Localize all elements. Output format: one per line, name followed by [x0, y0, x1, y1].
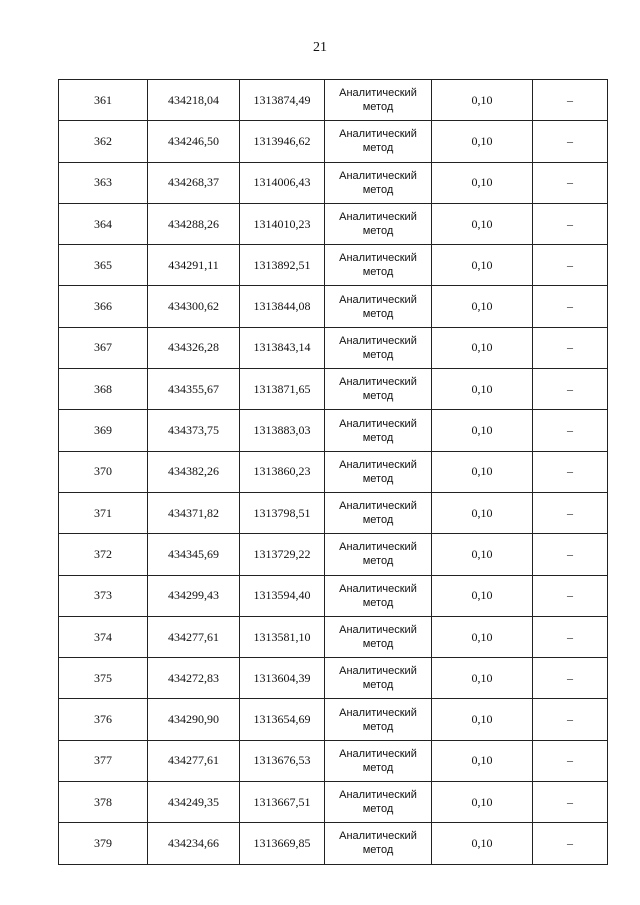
x-coordinate-cell: 434345,69 — [148, 534, 240, 575]
method-cell: Аналитический метод — [325, 616, 432, 657]
method-cell: Аналитический метод — [325, 327, 432, 368]
table-row — [59, 575, 608, 616]
y-coordinate-cell: 1313860,23 — [240, 451, 325, 492]
y-coordinate-cell: 1313594,40 — [240, 575, 325, 616]
x-coordinate-cell: 434355,67 — [148, 369, 240, 410]
method-cell: Аналитический метод — [325, 286, 432, 327]
y-coordinate-cell: 1313667,51 — [240, 782, 325, 823]
note-cell: – — [533, 369, 608, 410]
note-cell: – — [533, 203, 608, 244]
precision-cell: 0,10 — [432, 534, 533, 575]
precision-cell: 0,10 — [432, 616, 533, 657]
table-row — [59, 410, 608, 451]
x-coordinate-cell: 434373,75 — [148, 410, 240, 451]
x-coordinate-cell: 434277,61 — [148, 740, 240, 781]
method-cell: Аналитический метод — [325, 575, 432, 616]
point-number-cell: 365 — [59, 245, 148, 286]
note-cell: – — [533, 245, 608, 286]
x-coordinate-cell: 434371,82 — [148, 492, 240, 533]
method-cell: Аналитический метод — [325, 162, 432, 203]
y-coordinate-cell: 1313676,53 — [240, 740, 325, 781]
method-cell: Аналитический метод — [325, 740, 432, 781]
table-body — [59, 80, 608, 865]
y-coordinate-cell: 1313669,85 — [240, 823, 325, 864]
point-number-cell: 368 — [59, 369, 148, 410]
table-row — [59, 616, 608, 657]
y-coordinate-cell: 1314010,23 — [240, 203, 325, 244]
method-cell: Аналитический метод — [325, 534, 432, 575]
point-number-cell: 363 — [59, 162, 148, 203]
point-number-cell: 367 — [59, 327, 148, 368]
note-cell: – — [533, 121, 608, 162]
method-cell: Аналитический метод — [325, 823, 432, 864]
page-number: 21 — [313, 40, 327, 55]
x-coordinate-cell: 434290,90 — [148, 699, 240, 740]
table-row — [59, 740, 608, 781]
note-cell: – — [533, 740, 608, 781]
table-row — [59, 369, 608, 410]
note-cell: – — [533, 782, 608, 823]
y-coordinate-cell: 1313946,62 — [240, 121, 325, 162]
table-row — [59, 823, 608, 864]
table-row — [59, 534, 608, 575]
point-number-cell: 372 — [59, 534, 148, 575]
point-number-cell: 377 — [59, 740, 148, 781]
y-coordinate-cell: 1313798,51 — [240, 492, 325, 533]
method-cell: Аналитический метод — [325, 245, 432, 286]
x-coordinate-cell: 434272,83 — [148, 658, 240, 699]
x-coordinate-cell: 434299,43 — [148, 575, 240, 616]
table-row — [59, 658, 608, 699]
point-number-cell: 366 — [59, 286, 148, 327]
table-row — [59, 451, 608, 492]
method-cell: Аналитический метод — [325, 782, 432, 823]
point-number-cell: 362 — [59, 121, 148, 162]
x-coordinate-cell: 434277,61 — [148, 616, 240, 657]
x-coordinate-cell: 434326,28 — [148, 327, 240, 368]
method-cell: Аналитический метод — [325, 451, 432, 492]
precision-cell: 0,10 — [432, 327, 533, 368]
precision-cell: 0,10 — [432, 782, 533, 823]
precision-cell: 0,10 — [432, 823, 533, 864]
precision-cell: 0,10 — [432, 699, 533, 740]
y-coordinate-cell: 1313581,10 — [240, 616, 325, 657]
method-cell: Аналитический метод — [325, 658, 432, 699]
y-coordinate-cell: 1314006,43 — [240, 162, 325, 203]
table-row — [59, 327, 608, 368]
method-cell: Аналитический метод — [325, 121, 432, 162]
table-row — [59, 245, 608, 286]
table-row — [59, 203, 608, 244]
point-number-cell: 370 — [59, 451, 148, 492]
point-number-cell: 379 — [59, 823, 148, 864]
table-row — [59, 286, 608, 327]
coordinates-table — [58, 79, 608, 865]
point-number-cell: 373 — [59, 575, 148, 616]
point-number-cell: 374 — [59, 616, 148, 657]
precision-cell: 0,10 — [432, 245, 533, 286]
note-cell: – — [533, 699, 608, 740]
precision-cell: 0,10 — [432, 410, 533, 451]
x-coordinate-cell: 434268,37 — [148, 162, 240, 203]
x-coordinate-cell: 434288,26 — [148, 203, 240, 244]
precision-cell: 0,10 — [432, 203, 533, 244]
point-number-cell: 369 — [59, 410, 148, 451]
note-cell: – — [533, 658, 608, 699]
y-coordinate-cell: 1313843,14 — [240, 327, 325, 368]
x-coordinate-cell: 434234,66 — [148, 823, 240, 864]
table-row — [59, 121, 608, 162]
method-cell: Аналитический метод — [325, 203, 432, 244]
precision-cell: 0,10 — [432, 80, 533, 121]
precision-cell: 0,10 — [432, 740, 533, 781]
point-number-cell: 371 — [59, 492, 148, 533]
table-row — [59, 699, 608, 740]
note-cell: – — [533, 327, 608, 368]
note-cell: – — [533, 534, 608, 575]
note-cell: – — [533, 616, 608, 657]
precision-cell: 0,10 — [432, 162, 533, 203]
y-coordinate-cell: 1313654,69 — [240, 699, 325, 740]
table-row — [59, 80, 608, 121]
table-row — [59, 162, 608, 203]
method-cell: Аналитический метод — [325, 699, 432, 740]
y-coordinate-cell: 1313871,65 — [240, 369, 325, 410]
y-coordinate-cell: 1313883,03 — [240, 410, 325, 451]
point-number-cell: 375 — [59, 658, 148, 699]
table-row — [59, 782, 608, 823]
point-number-cell: 361 — [59, 80, 148, 121]
point-number-cell: 364 — [59, 203, 148, 244]
table-row — [59, 492, 608, 533]
precision-cell: 0,10 — [432, 121, 533, 162]
x-coordinate-cell: 434249,35 — [148, 782, 240, 823]
precision-cell: 0,10 — [432, 369, 533, 410]
y-coordinate-cell: 1313892,51 — [240, 245, 325, 286]
y-coordinate-cell: 1313604,39 — [240, 658, 325, 699]
note-cell: – — [533, 410, 608, 451]
note-cell: – — [533, 162, 608, 203]
precision-cell: 0,10 — [432, 286, 533, 327]
method-cell: Аналитический метод — [325, 492, 432, 533]
note-cell: – — [533, 575, 608, 616]
precision-cell: 0,10 — [432, 451, 533, 492]
note-cell: – — [533, 286, 608, 327]
y-coordinate-cell: 1313844,08 — [240, 286, 325, 327]
point-number-cell: 376 — [59, 699, 148, 740]
x-coordinate-cell: 434291,11 — [148, 245, 240, 286]
note-cell: – — [533, 492, 608, 533]
x-coordinate-cell: 434382,26 — [148, 451, 240, 492]
precision-cell: 0,10 — [432, 575, 533, 616]
method-cell: Аналитический метод — [325, 369, 432, 410]
x-coordinate-cell: 434300,62 — [148, 286, 240, 327]
y-coordinate-cell: 1313874,49 — [240, 80, 325, 121]
x-coordinate-cell: 434246,50 — [148, 121, 240, 162]
method-cell: Аналитический метод — [325, 410, 432, 451]
point-number-cell: 378 — [59, 782, 148, 823]
note-cell: – — [533, 823, 608, 864]
note-cell: – — [533, 80, 608, 121]
y-coordinate-cell: 1313729,22 — [240, 534, 325, 575]
method-cell: Аналитический метод — [325, 80, 432, 121]
precision-cell: 0,10 — [432, 492, 533, 533]
note-cell: – — [533, 451, 608, 492]
precision-cell: 0,10 — [432, 658, 533, 699]
x-coordinate-cell: 434218,04 — [148, 80, 240, 121]
